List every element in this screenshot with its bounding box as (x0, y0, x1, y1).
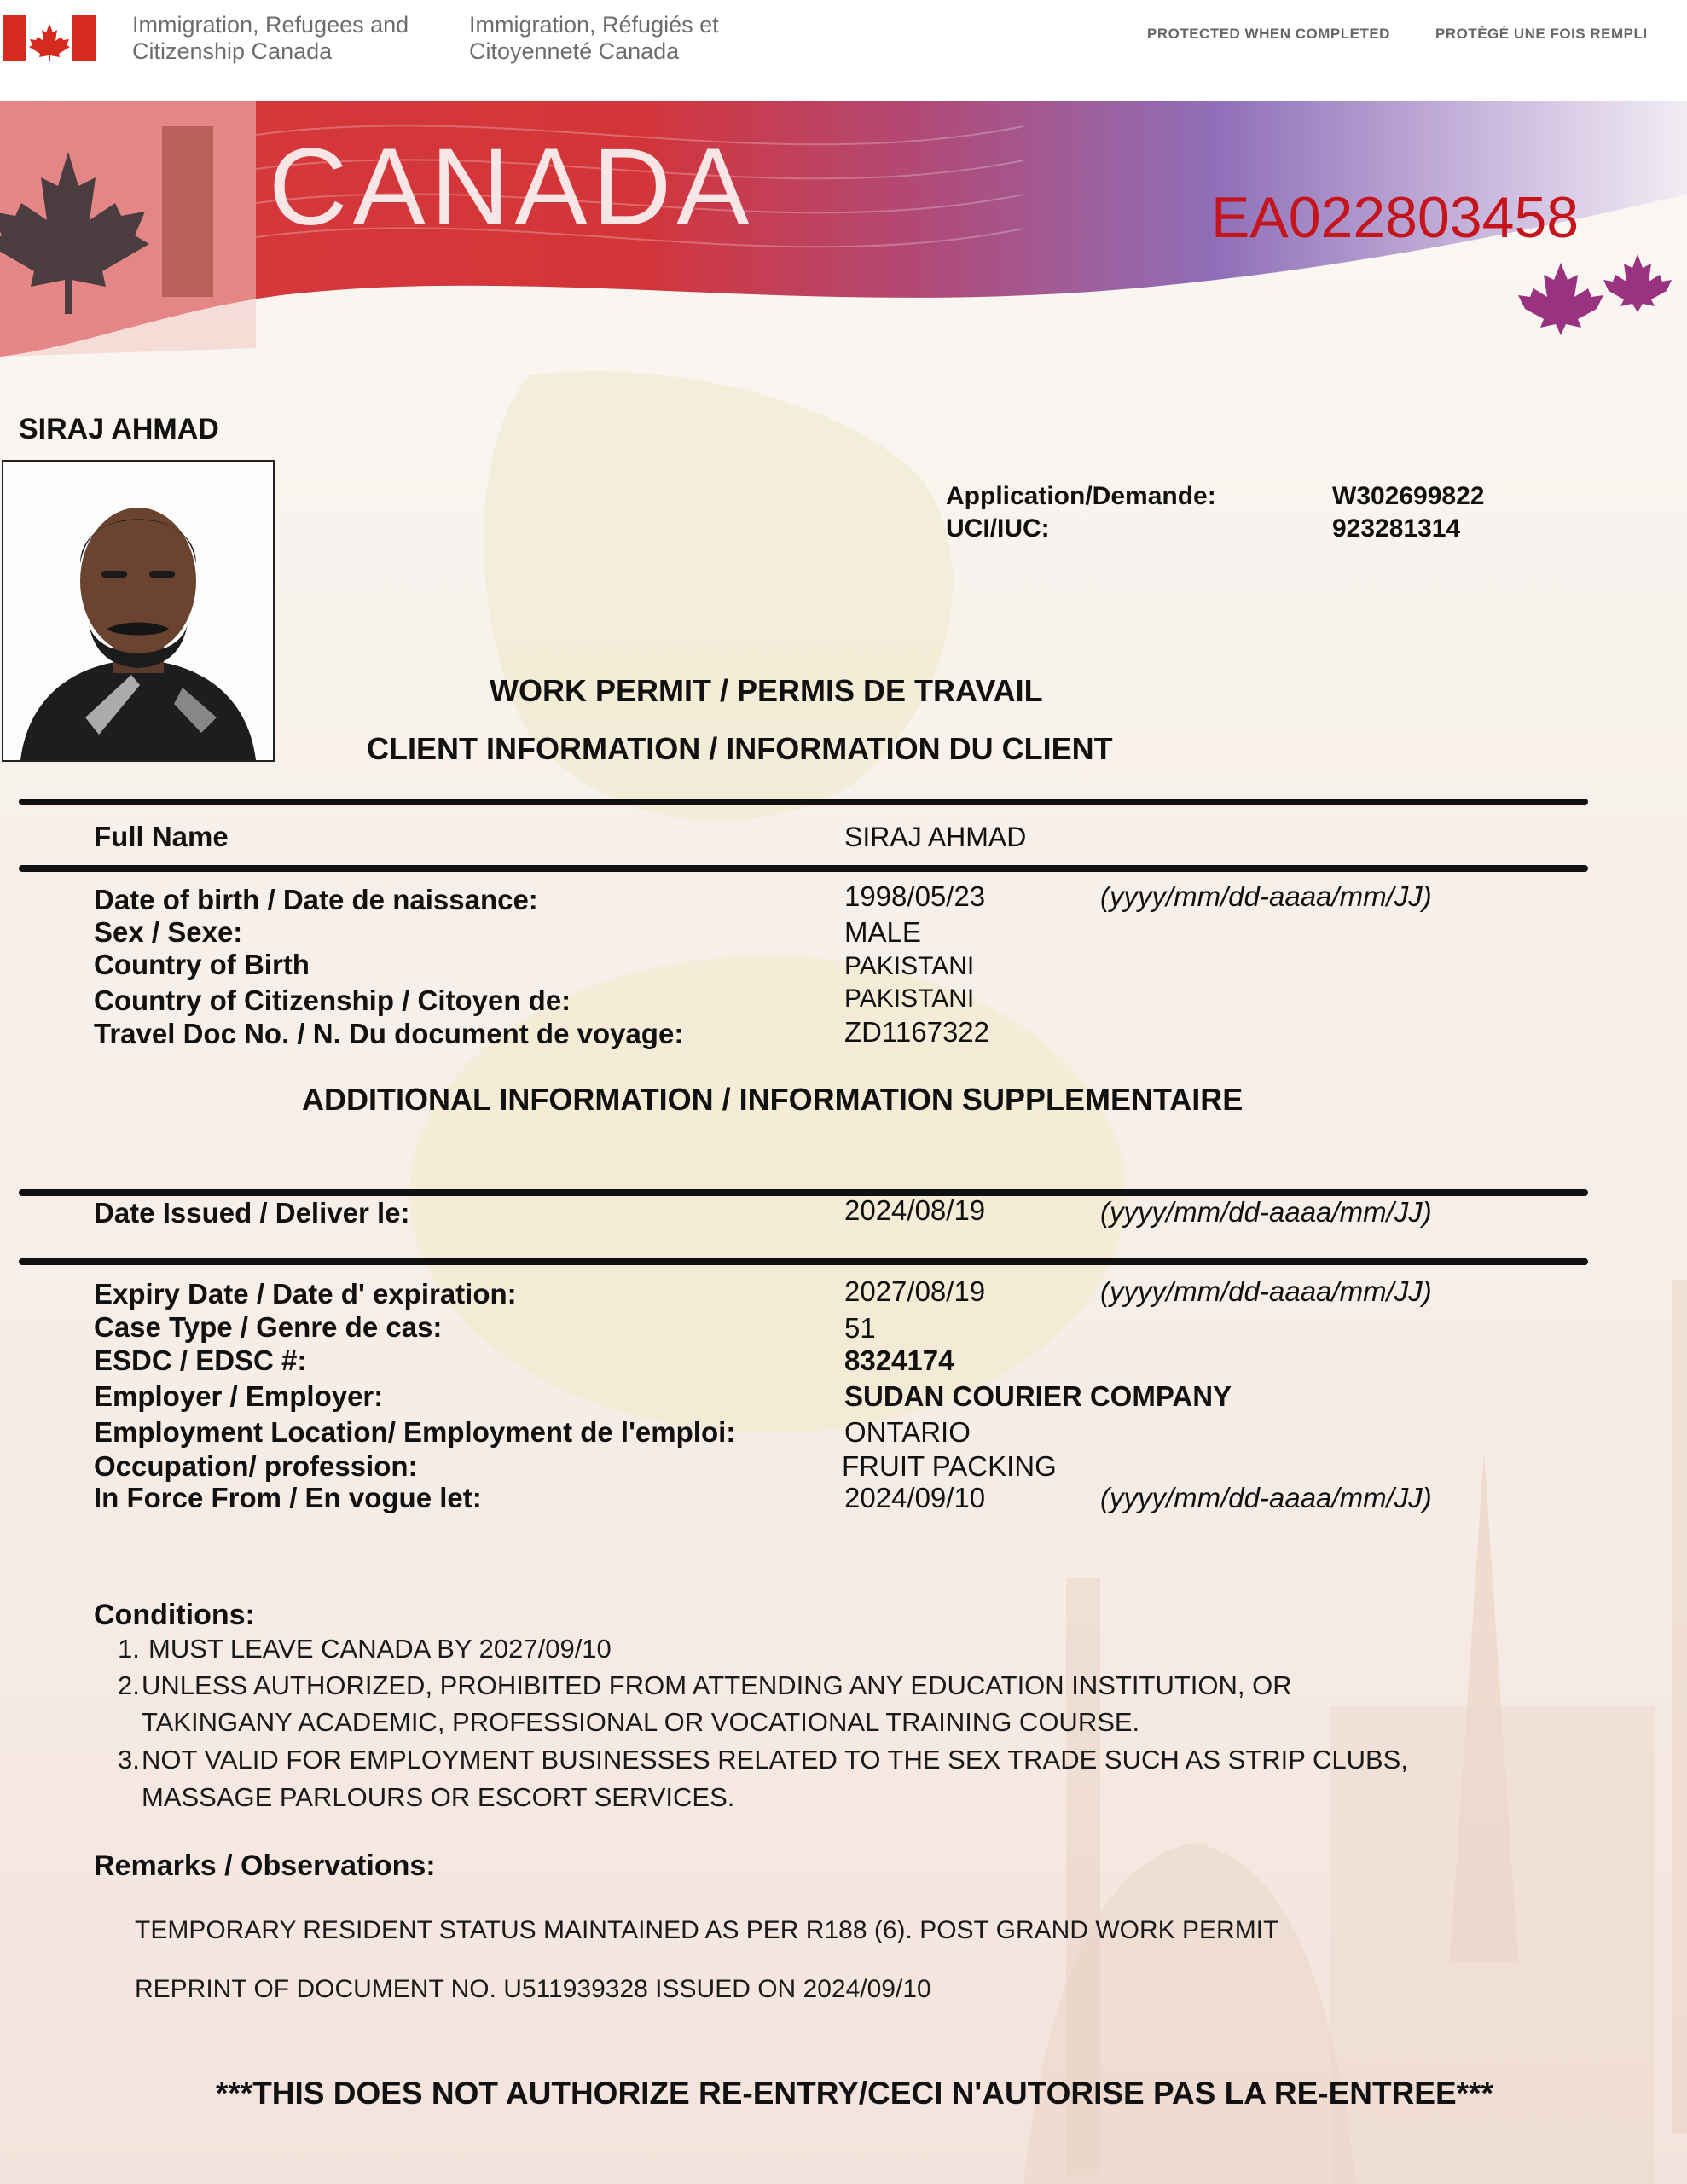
citizenship-label: Country of Citizenship / Citoyen de: (94, 985, 571, 1016)
expiry-date-value: 2027/08/19 (844, 1275, 986, 1307)
occupation-label: Occupation/ profession: (94, 1450, 418, 1482)
section-divider (19, 1258, 1588, 1265)
department-name-english: Immigration, Refugees and Citizenship Canada (132, 12, 409, 64)
date-issued-label: Date Issued / Deliver le: (94, 1197, 410, 1228)
condition-number: 2. (118, 1670, 140, 1700)
sex-label: Sex / Sexe: (94, 916, 243, 948)
condition-text: UNLESS AUTHORIZED, PROHIBITED FROM ATTENDING ANY EDUCATION INSTITUTION, OR (142, 1670, 1292, 1700)
date-of-birth-value: 1998/05/23 (844, 880, 986, 912)
in-force-from-value: 2024/09/10 (844, 1482, 986, 1513)
section-divider (19, 799, 1588, 805)
sex-value: MALE (844, 916, 921, 948)
section-divider (19, 865, 1588, 872)
protected-notice-french: PROTÉGÉ UNE FOIS REMPLI (1435, 26, 1648, 42)
case-type-value: 51 (844, 1312, 876, 1344)
date-format-hint: (yyyy/mm/dd-aaaa/mm/JJ) (1100, 880, 1432, 912)
date-format-hint: (yyyy/mm/dd-aaaa/mm/JJ) (1100, 1275, 1432, 1307)
holder-photo (2, 460, 275, 762)
expiry-date-label: Expiry Date / Date d' expiration: (94, 1278, 517, 1310)
condition-text: NOT VALID FOR EMPLOYMENT BUSINESSES RELATED TO THE SEX TRADE SUCH AS STRIP CLUBS, (142, 1745, 1408, 1774)
department-name-french: Immigration, Réfugiés et Citoyenneté Canada (469, 12, 719, 64)
employer-value: SUDAN COURIER COMPANY (844, 1380, 1232, 1412)
banner-country-name: CANADA (269, 126, 755, 248)
full-name-value: SIRAJ AHMAD (844, 822, 1027, 852)
employer-label: Employer / Employer: (94, 1380, 384, 1412)
condition-number: 1. (118, 1634, 140, 1664)
case-type-label: Case Type / Genre de cas: (94, 1311, 443, 1343)
protected-notice-english: PROTECTED WHEN COMPLETED (1147, 26, 1390, 42)
re-entry-notice: ***THIS DOES NOT AUTHORIZE RE-ENTRY/CECI N'AUTORISE PAS LA RE-ENTREE*** (216, 2076, 1493, 2111)
remarks-heading: Remarks / Observations: (94, 1850, 436, 1882)
conditions-heading: Conditions: (94, 1599, 255, 1631)
country-of-birth-label: Country of Birth (94, 949, 310, 980)
holder-name-caption: SIRAJ AHMAD (19, 413, 219, 445)
remark-line: REPRINT OF DOCUMENT NO. U511939328 ISSUED ON 2024/09/10 (135, 1975, 931, 2003)
esdc-value: 8324174 (844, 1345, 954, 1376)
in-force-from-label: In Force From / En vogue let: (94, 1482, 482, 1513)
employment-location-value: ONTARIO (844, 1416, 971, 1448)
date-of-birth-label: Date of birth / Date de naissance: (94, 884, 538, 915)
condition-number: 3. (118, 1745, 140, 1774)
travel-document-label: Travel Doc No. / N. Du document de voyage: (94, 1018, 684, 1049)
canada-flag-icon (3, 15, 96, 61)
condition-text: TAKINGANY ACADEMIC, PROFESSIONAL OR VOCATIONAL TRAINING COURSE. (142, 1707, 1140, 1737)
condition-text: MUST LEAVE CANADA BY 2027/09/10 (148, 1634, 612, 1664)
application-number-value: W302699822 (1332, 482, 1485, 510)
occupation-value: FRUIT PACKING (842, 1450, 1057, 1482)
document-serial-number: EA022803458 (1211, 185, 1580, 250)
uci-label: UCI/IUC: (946, 514, 1050, 543)
citizenship-value: PAKISTANI (844, 985, 975, 1013)
date-format-hint: (yyyy/mm/dd-aaaa/mm/JJ) (1100, 1196, 1432, 1228)
additional-information-title: ADDITIONAL INFORMATION / INFORMATION SUPPLEMENTAIRE (302, 1082, 1244, 1117)
application-number-label: Application/Demande: (946, 482, 1216, 510)
uci-value: 923281314 (1332, 514, 1461, 543)
country-of-birth-value: PAKISTANI (844, 952, 975, 980)
condition-text: MASSAGE PARLOURS OR ESCORT SERVICES. (142, 1782, 735, 1812)
remark-line: TEMPORARY RESIDENT STATUS MAINTAINED AS PER R188 (6). POST GRAND WORK PERMIT (135, 1916, 1279, 1944)
document-title: WORK PERMIT / PERMIS DE TRAVAIL (490, 673, 1043, 708)
travel-document-value: ZD1167322 (844, 1016, 990, 1048)
date-issued-value: 2024/08/19 (844, 1194, 986, 1226)
employment-location-label: Employment Location/ Employment de l'emploi: (94, 1416, 736, 1448)
full-name-label: Full Name (94, 821, 229, 852)
client-information-title: CLIENT INFORMATION / INFORMATION DU CLIENT (367, 731, 1113, 766)
section-divider (19, 1189, 1588, 1196)
date-format-hint: (yyyy/mm/dd-aaaa/mm/JJ) (1100, 1482, 1432, 1513)
esdc-label: ESDC / EDSC #: (94, 1345, 307, 1376)
